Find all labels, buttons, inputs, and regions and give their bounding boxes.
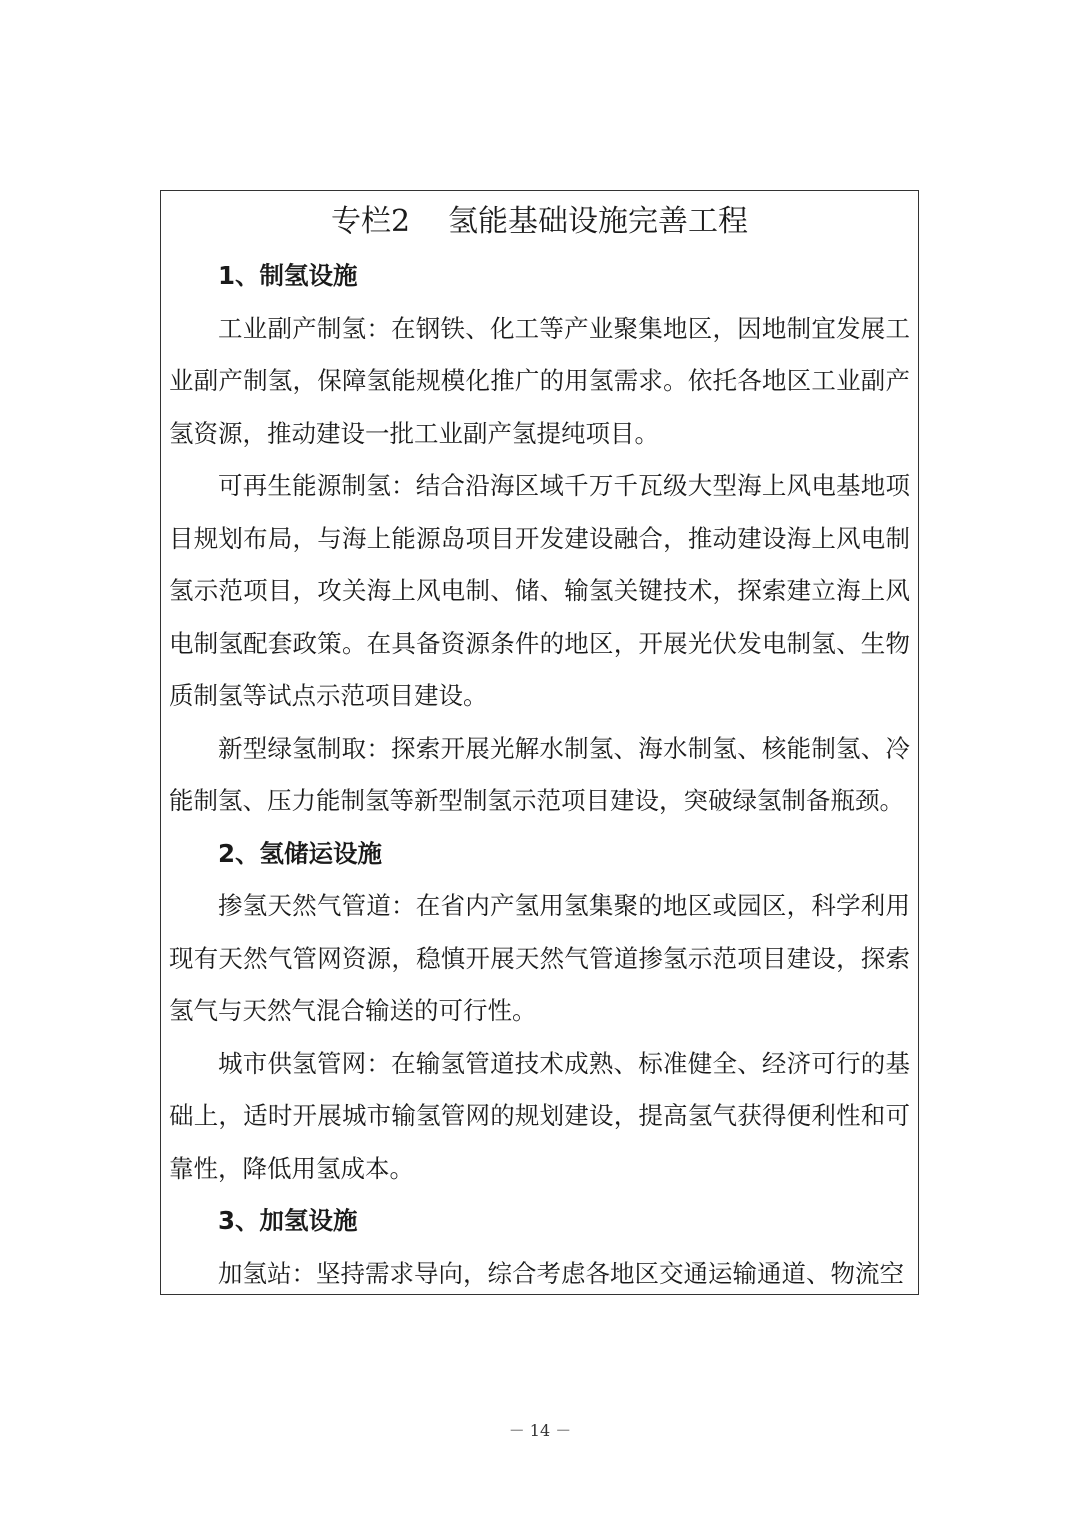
paragraph-renewable-hydrogen: 可再生能源制氢：结合沿海区域千万千瓦级大型海上风电基地项目规划布局，与海上能源岛项目开发建设融合，推动建设海上风电制氢示范项目，攻关海上风电制、储、输氢关键技术，探索建立海上风电制氢配套政策。在具备资源条件的地区，开展光伏发电制氢、生物质制氢等试点示范项目建设。 xyxy=(169,471,910,710)
column-title-text: 氢能基础设施完善工程 xyxy=(448,204,749,239)
paragraph-industrial-byproduct: 工业副产制氢：在钢铁、化工等产业聚集地区，因地制宜发展工业副产制氢，保障氢能规模化推广的用氢需求。依托各地区工业副产氢资源，推动建设一批工业副产氢提纯项目。 xyxy=(169,313,910,448)
paragraph-new-green-hydrogen: 新型绿氢制取：探索开展光解水制氢、海水制氢、核能制氢、冷能制氢、压力能制氢等新型制氢示范项目建设，突破绿氢制备瓶颈。 xyxy=(169,733,910,815)
paragraph-blended-gas-pipeline: 掺氢天然气管道：在省内产氢用氢集聚的地区或园区，科学利用现有天然气管网资源，稳慎开展天然气管道掺氢示范项目建设，探索氢气与天然气混合输送的可行性。 xyxy=(169,891,910,1025)
column-title-number: 2 xyxy=(390,204,411,239)
paragraph-urban-supply-network: 城市供氢管网：在输氢管道技术成熟、标准健全、经济可行的基础上，适时开展城市输氢管网的规划建设，提高氢气获得便利性和可靠性，降低用氢成本。 xyxy=(169,1048,910,1183)
section-heading-storage: 2、氢储运设施 xyxy=(218,838,383,868)
paragraph-refueling-station: 加氢站：坚持需求导向，综合考虑各地区交通运输通道、物流空 xyxy=(218,1258,904,1288)
section-heading-production: 1、制氢设施 xyxy=(218,261,358,290)
section-heading-refueling: 3、加氢设施 xyxy=(218,1206,358,1235)
column-box xyxy=(160,190,919,1295)
column-title-prefix: 专栏 xyxy=(330,204,391,239)
column-content xyxy=(169,250,910,1295)
column-title xyxy=(161,199,918,245)
page-number: － 14 － xyxy=(508,1421,572,1440)
